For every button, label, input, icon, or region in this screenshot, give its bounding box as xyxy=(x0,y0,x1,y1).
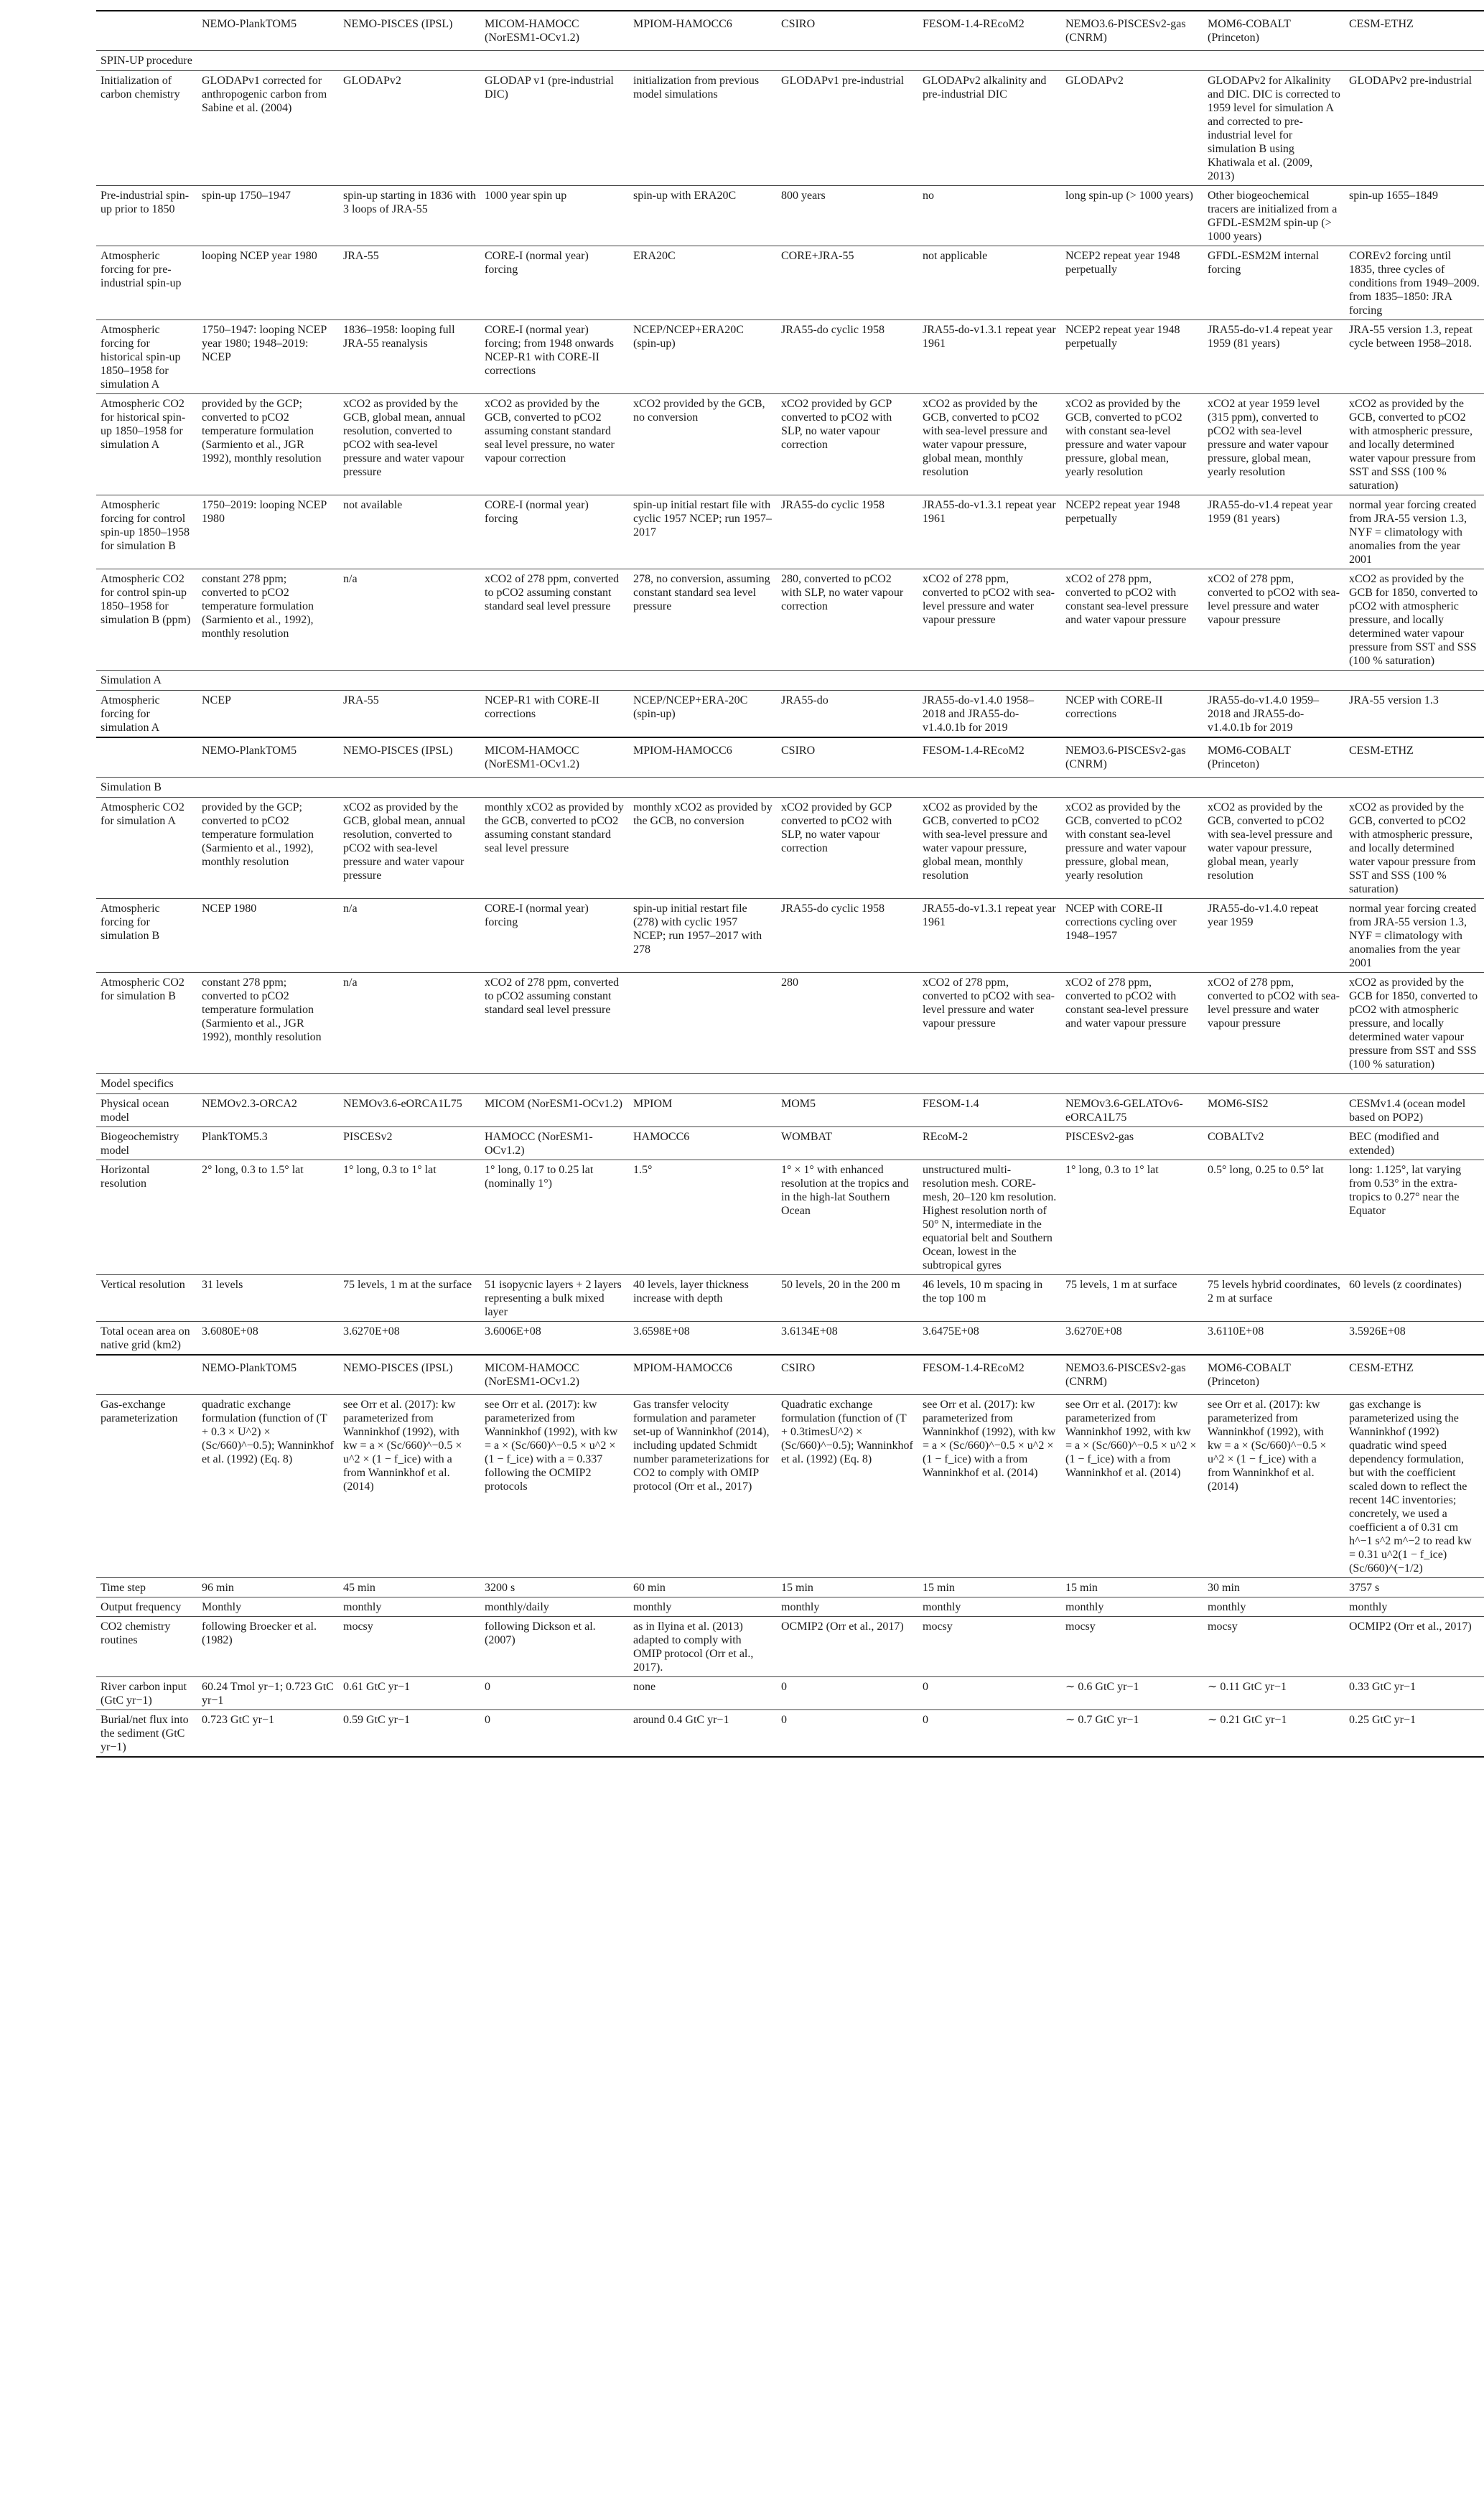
table-row xyxy=(96,1160,1484,1275)
table-row xyxy=(96,691,1484,738)
table-row xyxy=(96,1578,1484,1597)
row-label: Vertical resolution xyxy=(96,1275,197,1322)
table-cell: as in Ilyina et al. (2013) adapted to comply with OMIP protocol (Orr et al., 2017). xyxy=(629,1617,777,1677)
table-cell: 1° long, 0.3 to 1° lat xyxy=(1061,1160,1203,1275)
table-cell: HAMOCC6 xyxy=(629,1127,777,1160)
table-cell: 0 xyxy=(918,1710,1061,1758)
table-cell: MICOM (NorESM1-OCv1.2) xyxy=(480,1094,629,1127)
column-header: MPIOM-HAMOCC6 xyxy=(629,737,777,778)
table-row xyxy=(96,1275,1484,1322)
table-cell: provided by the GCP; converted to pCO2 temperature formulation (Sarmiento et al., 1992), monthly resolution xyxy=(197,798,339,899)
table-cell: 30 min xyxy=(1203,1578,1345,1597)
ocean-model-table xyxy=(96,10,1484,1758)
table-cell: NCEP with CORE-II corrections cycling over 1948–1957 xyxy=(1061,899,1203,973)
column-header: MPIOM-HAMOCC6 xyxy=(629,1355,777,1395)
row-label: Output frequency xyxy=(96,1597,197,1617)
table-cell: NCEP/NCEP+ERA20C (spin-up) xyxy=(629,320,777,394)
table-cell: 280, converted to pCO2 with SLP, no water vapour correction xyxy=(777,569,918,671)
table-cell: 40 levels, layer thickness increase with depth xyxy=(629,1275,777,1322)
table-cell: 60.24 Tmol yr−1; 0.723 GtC yr−1 xyxy=(197,1677,339,1710)
table-cell: 3.6134E+08 xyxy=(777,1322,918,1356)
table-cell: FESOM-1.4 xyxy=(918,1094,1061,1127)
table-cell: monthly xCO2 as provided by the GCB, converted to pCO2 assuming constant standard seal level pressure xyxy=(480,798,629,899)
column-header: MICOM-HAMOCC (NorESM1-OCv1.2) xyxy=(480,1355,629,1395)
table-cell: none xyxy=(629,1677,777,1710)
table-cell: spin-up 1655–1849 xyxy=(1345,186,1484,246)
table-cell: NCEP/NCEP+ERA-20C (spin-up) xyxy=(629,691,777,738)
table-cell: mocsy xyxy=(1203,1617,1345,1677)
model-specification-table-page xyxy=(96,10,1484,1758)
row-label: Biogeochemistry model xyxy=(96,1127,197,1160)
table-cell: 51 isopycnic layers + 2 layers representing a bulk mixed layer xyxy=(480,1275,629,1322)
column-header: NEMO-PlankTOM5 xyxy=(197,11,339,51)
table-cell: NCEP2 repeat year 1948 perpetually xyxy=(1061,320,1203,394)
table-cell: xCO2 as provided by the GCB, converted to pCO2 with atmospheric pressure, and locally determined water vapour pressure from SST and SSS (100 % saturation) xyxy=(1345,798,1484,899)
table-cell: 3.5926E+08 xyxy=(1345,1322,1484,1356)
table-cell: CORE-I (normal year) forcing xyxy=(480,246,629,320)
column-header xyxy=(96,11,197,51)
table-cell: see Orr et al. (2017): kw parameterized from Wanninkhof 1992, with kw = a × (Sc/660)^−0.5 × u^2 × (1 − f_ice) with a from Wanninkhof et al. (2014) xyxy=(1061,1395,1203,1578)
table-cell: 15 min xyxy=(777,1578,918,1597)
table-cell: 46 levels, 10 m spacing in the top 100 m xyxy=(918,1275,1061,1322)
column-header: NEMO-PISCES (IPSL) xyxy=(339,11,480,51)
row-label: Atmospheric CO2 for historical spin-up 1850–1958 for simulation A xyxy=(96,394,197,495)
table-cell: 2° long, 0.3 to 1.5° lat xyxy=(197,1160,339,1275)
table-cell: JRA-55 version 1.3 xyxy=(1345,691,1484,738)
table-cell: 280 xyxy=(777,973,918,1074)
column-header: CSIRO xyxy=(777,737,918,778)
column-header: NEMO-PlankTOM5 xyxy=(197,1355,339,1395)
table-cell: 3.6475E+08 xyxy=(918,1322,1061,1356)
table-cell: n/a xyxy=(339,899,480,973)
column-header: MOM6-COBALT (Princeton) xyxy=(1203,1355,1345,1395)
column-header: MOM6-COBALT (Princeton) xyxy=(1203,11,1345,51)
table-cell: GLODAPv1 pre-industrial xyxy=(777,71,918,186)
table-cell: 3.6080E+08 xyxy=(197,1322,339,1356)
table-cell: xCO2 as provided by the GCB, converted to pCO2 with sea-level pressure and water vapour pressure, global mean, monthly resolution xyxy=(918,798,1061,899)
table-cell: MPIOM xyxy=(629,1094,777,1127)
table-cell: 45 min xyxy=(339,1578,480,1597)
table-cell: GLODAPv2 alkalinity and pre-industrial DIC xyxy=(918,71,1061,186)
table-cell: BEC (modified and extended) xyxy=(1345,1127,1484,1160)
table-cell: JRA55-do-v1.4.0 1958–2018 and JRA55-do-v1.4.0.1b for 2019 xyxy=(918,691,1061,738)
section-header-row xyxy=(96,778,1484,798)
table-cell: 0 xyxy=(777,1710,918,1758)
row-label: CO2 chemistry routines xyxy=(96,1617,197,1677)
table-cell: spin-up 1750–1947 xyxy=(197,186,339,246)
table-cell: 3200 s xyxy=(480,1578,629,1597)
table-cell: 0.25 GtC yr−1 xyxy=(1345,1710,1484,1758)
table-cell: long: 1.125°, lat varying from 0.53° in the extra-tropics to 0.27° near the Equator xyxy=(1345,1160,1484,1275)
section-title: Model specifics xyxy=(96,1074,1484,1094)
table-cell: 278, no conversion, assuming constant standard sea level pressure xyxy=(629,569,777,671)
table-row xyxy=(96,798,1484,899)
table-cell: see Orr et al. (2017): kw parameterized from Wanninkhof (1992), with kw = a × (Sc/660)^−0.5 × u^2 × (1 − f_ice) with a from Wanninkhof et al. (2014) xyxy=(918,1395,1061,1578)
table-cell: monthly xyxy=(629,1597,777,1617)
section-title: Simulation B xyxy=(96,778,1484,798)
table-cell: mocsy xyxy=(339,1617,480,1677)
column-header-row xyxy=(96,1355,1484,1395)
table-cell: mocsy xyxy=(918,1617,1061,1677)
table-cell: 800 years xyxy=(777,186,918,246)
table-cell: GLODAPv2 xyxy=(1061,71,1203,186)
table-cell: 1750–2019: looping NCEP 1980 xyxy=(197,495,339,569)
table-cell: monthly xCO2 as provided by the GCB, no conversion xyxy=(629,798,777,899)
table-cell: CORE+JRA-55 xyxy=(777,246,918,320)
column-header: MICOM-HAMOCC (NorESM1-OCv1.2) xyxy=(480,11,629,51)
table-cell: monthly xyxy=(777,1597,918,1617)
table-cell: MOM5 xyxy=(777,1094,918,1127)
table-row xyxy=(96,394,1484,495)
section-title: SPIN-UP procedure xyxy=(96,51,1484,71)
table-cell: 0 xyxy=(480,1710,629,1758)
column-header: MPIOM-HAMOCC6 xyxy=(629,11,777,51)
table-cell: no xyxy=(918,186,1061,246)
table-cell: WOMBAT xyxy=(777,1127,918,1160)
table-cell: n/a xyxy=(339,569,480,671)
table-row xyxy=(96,1710,1484,1758)
table-cell: NCEP with CORE-II corrections xyxy=(1061,691,1203,738)
table-cell: JRA55-do-v1.4 repeat year 1959 (81 years) xyxy=(1203,320,1345,394)
table-cell: xCO2 as provided by the GCB, converted to pCO2 with constant sea-level pressure and water vapour pressure, global mean, yearly resolution xyxy=(1061,798,1203,899)
column-header-row xyxy=(96,737,1484,778)
row-label: Atmospheric CO2 for simulation A xyxy=(96,798,197,899)
row-label: Pre-industrial spin-up prior to 1850 xyxy=(96,186,197,246)
table-cell: ∼ 0.21 GtC yr−1 xyxy=(1203,1710,1345,1758)
table-cell: JRA-55 version 1.3, repeat cycle between 1958–2018. xyxy=(1345,320,1484,394)
table-row xyxy=(96,246,1484,320)
column-header: NEMO3.6-PISCESv2-gas (CNRM) xyxy=(1061,11,1203,51)
table-cell: NCEP xyxy=(197,691,339,738)
table-cell: JRA55-do cyclic 1958 xyxy=(777,320,918,394)
table-cell: 1° long, 0.3 to 1° lat xyxy=(339,1160,480,1275)
table-cell: 0 xyxy=(777,1677,918,1710)
table-cell: 60 levels (z coordinates) xyxy=(1345,1275,1484,1322)
table-cell: CORE-I (normal year) forcing; from 1948 onwards NCEP-R1 with CORE-II corrections xyxy=(480,320,629,394)
column-header: MOM6-COBALT (Princeton) xyxy=(1203,737,1345,778)
column-header xyxy=(96,737,197,778)
table-cell: 1750–1947: looping NCEP year 1980; 1948–2019: NCEP xyxy=(197,320,339,394)
table-cell: see Orr et al. (2017): kw parameterized from Wanninkhof (1992), with kw = a × (Sc/660)^−0.5 × u^2 × (1 − f_ice) with a from Wanninkhof et al. (2014) xyxy=(1203,1395,1345,1578)
row-label: Horizontal resolution xyxy=(96,1160,197,1275)
table-cell: 3.6270E+08 xyxy=(339,1322,480,1356)
table-cell: 75 levels, 1 m at surface xyxy=(1061,1275,1203,1322)
table-cell: JRA55-do-v1.3.1 repeat year 1961 xyxy=(918,899,1061,973)
table-cell: 3.6110E+08 xyxy=(1203,1322,1345,1356)
table-cell: GLODAPv2 for Alkalinity and DIC. DIC is corrected to 1959 level for simulation A and corrected to pre-industrial level for simulation B using Khatiwala et al. (2009, 2013) xyxy=(1203,71,1345,186)
table-cell: monthly xyxy=(918,1597,1061,1617)
row-label: Atmospheric CO2 for control spin-up 1850–1958 for simulation B (ppm) xyxy=(96,569,197,671)
table-cell xyxy=(629,973,777,1074)
table-cell: Quadratic exchange formulation (function of (T + 0.3timesU^2) × (Sc/660)^−0.5); Wanninkhof et al. (1992) (Eq. 8) xyxy=(777,1395,918,1578)
table-cell: 0.723 GtC yr−1 xyxy=(197,1710,339,1758)
section-title: Simulation A xyxy=(96,671,1484,691)
table-row xyxy=(96,1617,1484,1677)
table-cell: NCEP2 repeat year 1948 perpetually xyxy=(1061,495,1203,569)
table-cell: initialization from previous model simulations xyxy=(629,71,777,186)
table-cell: 0.33 GtC yr−1 xyxy=(1345,1677,1484,1710)
table-cell: Gas transfer velocity formulation and parameter set-up of Wanninkhof (2014), including updated Schmidt number parameterizations for CO2 to comply with OMIP protocol (Orr et al., 2017) xyxy=(629,1395,777,1578)
table-cell: xCO2 as provided by the GCB, global mean, annual resolution, converted to pCO2 with sea-level pressure and water vapour pressure xyxy=(339,394,480,495)
table-cell: xCO2 provided by GCP converted to pCO2 with SLP, no water vapour correction xyxy=(777,798,918,899)
table-cell: n/a xyxy=(339,973,480,1074)
table-cell: JRA55-do-v1.4 repeat year 1959 (81 years) xyxy=(1203,495,1345,569)
table-row xyxy=(96,1094,1484,1127)
table-cell: 0 xyxy=(480,1677,629,1710)
table-cell: ∼ 0.11 GtC yr−1 xyxy=(1203,1677,1345,1710)
row-label: Atmospheric forcing for simulation B xyxy=(96,899,197,973)
table-cell: monthly xyxy=(1061,1597,1203,1617)
table-cell: NEMOv3.6-GELATOv6-eORCA1L75 xyxy=(1061,1094,1203,1127)
table-cell: constant 278 ppm; converted to pCO2 temperature formulation (Sarmiento et al., JGR 1992), monthly resolution xyxy=(197,973,339,1074)
table-cell: ∼ 0.6 GtC yr−1 xyxy=(1061,1677,1203,1710)
column-header: CESM-ETHZ xyxy=(1345,737,1484,778)
table-cell: 0.61 GtC yr−1 xyxy=(339,1677,480,1710)
section-header-row xyxy=(96,1074,1484,1094)
table-cell: normal year forcing created from JRA-55 version 1.3, NYF = climatology with anomalies from the year 2001 xyxy=(1345,495,1484,569)
table-row xyxy=(96,1677,1484,1710)
table-cell: xCO2 of 278 ppm, converted to pCO2 with constant sea-level pressure and water vapour pressure xyxy=(1061,569,1203,671)
table-cell: 1000 year spin up xyxy=(480,186,629,246)
table-cell: gas exchange is parameterized using the Wanninkhof (1992) quadratic wind speed dependency formulation, but with the coefficient scaled down to reflect the recent 14C inventories; concretely, we used a coefficient a of 0.31 cm h^−1 s^2 m^−2 to read kw = 0.31 u^2(1 − f_ice)(Sc/660)^(−1/2) xyxy=(1345,1395,1484,1578)
table-cell: CESMv1.4 (ocean model based on POP2) xyxy=(1345,1094,1484,1127)
table-cell: mocsy xyxy=(1061,1617,1203,1677)
table-cell: NEMOv2.3-ORCA2 xyxy=(197,1094,339,1127)
column-header: CSIRO xyxy=(777,11,918,51)
table-cell: 75 levels, 1 m at the surface xyxy=(339,1275,480,1322)
row-label: Atmospheric CO2 for simulation B xyxy=(96,973,197,1074)
table-row xyxy=(96,320,1484,394)
table-cell: looping NCEP year 1980 xyxy=(197,246,339,320)
table-row xyxy=(96,1597,1484,1617)
column-header-row xyxy=(96,11,1484,51)
table-row xyxy=(96,186,1484,246)
table-cell: Other biogeochemical tracers are initialized from a GFDL-ESM2M spin-up (> 1000 years) xyxy=(1203,186,1345,246)
table-cell: JRA55-do-v1.4.0 repeat year 1959 xyxy=(1203,899,1345,973)
column-header: FESOM-1.4-REcoM2 xyxy=(918,11,1061,51)
row-label: Atmospheric forcing for historical spin-up 1850–1958 for simulation A xyxy=(96,320,197,394)
row-label: Total ocean area on native grid (km2) xyxy=(96,1322,197,1356)
column-header: CESM-ETHZ xyxy=(1345,1355,1484,1395)
section-header-row xyxy=(96,51,1484,71)
table-cell: 3757 s xyxy=(1345,1578,1484,1597)
table-cell: xCO2 as provided by the GCB, converted to pCO2 with constant sea-level pressure and water vapour pressure, global mean, yearly resolution xyxy=(1061,394,1203,495)
table-cell: xCO2 as provided by the GCB for 1850, converted to pCO2 with atmospheric pressure, and locally determined water vapour pressure from SST and SSS (100 % saturation) xyxy=(1345,569,1484,671)
table-row xyxy=(96,495,1484,569)
table-cell: JRA55-do-v1.3.1 repeat year 1961 xyxy=(918,495,1061,569)
table-cell: OCMIP2 (Orr et al., 2017) xyxy=(1345,1617,1484,1677)
table-cell: spin-up starting in 1836 with 3 loops of JRA-55 xyxy=(339,186,480,246)
row-label: River carbon input (GtC yr−1) xyxy=(96,1677,197,1710)
table-row xyxy=(96,1127,1484,1160)
table-row xyxy=(96,569,1484,671)
table-cell: 0.5° long, 0.25 to 0.5° lat xyxy=(1203,1160,1345,1275)
row-label: Physical ocean model xyxy=(96,1094,197,1127)
table-cell: NCEP2 repeat year 1948 perpetually xyxy=(1061,246,1203,320)
table-cell: 3.6006E+08 xyxy=(480,1322,629,1356)
table-cell: REcoM-2 xyxy=(918,1127,1061,1160)
table-cell: xCO2 as provided by the GCB, converted to pCO2 assuming constant standard seal level pressure, no water vapour correction xyxy=(480,394,629,495)
column-header: NEMO-PISCES (IPSL) xyxy=(339,737,480,778)
table-cell: NCEP 1980 xyxy=(197,899,339,973)
table-cell: 60 min xyxy=(629,1578,777,1597)
table-cell: 75 levels hybrid coordinates, 2 m at surface xyxy=(1203,1275,1345,1322)
table-cell: GLODAPv2 xyxy=(339,71,480,186)
table-cell: GLODAP v1 (pre-industrial DIC) xyxy=(480,71,629,186)
table-cell: 50 levels, 20 in the 200 m xyxy=(777,1275,918,1322)
table-cell: following Dickson et al. (2007) xyxy=(480,1617,629,1677)
table-cell: JRA55-do cyclic 1958 xyxy=(777,495,918,569)
table-cell: xCO2 at year 1959 level (315 ppm), converted to pCO2 with sea-level pressure and water vapour pressure, global mean, yearly resolution xyxy=(1203,394,1345,495)
table-cell: 15 min xyxy=(918,1578,1061,1597)
table-cell: PlankTOM5.3 xyxy=(197,1127,339,1160)
table-cell: monthly xyxy=(1203,1597,1345,1617)
table-cell: PISCESv2-gas xyxy=(1061,1127,1203,1160)
row-label: Atmospheric forcing for simulation A xyxy=(96,691,197,738)
table-cell: xCO2 as provided by the GCB, global mean, annual resolution, converted to pCO2 with sea-level pressure and water vapour pressure xyxy=(339,798,480,899)
column-header: CSIRO xyxy=(777,1355,918,1395)
row-label: Time step xyxy=(96,1578,197,1597)
table-cell: xCO2 as provided by the GCB, converted to pCO2 with sea-level pressure and water vapour pressure, global mean, monthly resolution xyxy=(918,394,1061,495)
row-label: Gas-exchange parameterization xyxy=(96,1395,197,1578)
table-cell: OCMIP2 (Orr et al., 2017) xyxy=(777,1617,918,1677)
row-label: Initialization of carbon chemistry xyxy=(96,71,197,186)
table-cell: 3.6270E+08 xyxy=(1061,1322,1203,1356)
table-cell: JRA-55 xyxy=(339,691,480,738)
table-cell: xCO2 of 278 ppm, converted to pCO2 with sea-level pressure and water vapour pressure xyxy=(918,973,1061,1074)
table-row xyxy=(96,1322,1484,1356)
table-cell: NEMOv3.6-eORCA1L75 xyxy=(339,1094,480,1127)
table-cell: around 0.4 GtC yr−1 xyxy=(629,1710,777,1758)
table-cell: quadratic exchange formulation (function of (T + 0.3 × U^2) × (Sc/660)^−0.5); Wanninkhof et al. (1992) (Eq. 8) xyxy=(197,1395,339,1578)
table-cell: NCEP-R1 with CORE-II corrections xyxy=(480,691,629,738)
row-label: Burial/net flux into the sediment (GtC yr−1) xyxy=(96,1710,197,1758)
table-cell: JRA55-do xyxy=(777,691,918,738)
table-cell: MOM6-SIS2 xyxy=(1203,1094,1345,1127)
table-cell: 15 min xyxy=(1061,1578,1203,1597)
column-header: NEMO-PISCES (IPSL) xyxy=(339,1355,480,1395)
table-cell: COREv2 forcing until 1835, three cycles of conditions from 1949–2009. from 1835–1850: JRA forcing xyxy=(1345,246,1484,320)
table-cell: xCO2 of 278 ppm, converted to pCO2 with sea-level pressure and water vapour pressure xyxy=(1203,569,1345,671)
table-cell: Monthly xyxy=(197,1597,339,1617)
table-cell: xCO2 as provided by the GCB, converted to pCO2 with sea-level pressure and water vapour pressure, global mean, yearly resolution xyxy=(1203,798,1345,899)
table-cell: 96 min xyxy=(197,1578,339,1597)
table-cell: monthly xyxy=(1345,1597,1484,1617)
table-cell: not available xyxy=(339,495,480,569)
table-cell: GLODAPv2 pre-industrial xyxy=(1345,71,1484,186)
section-header-row xyxy=(96,671,1484,691)
column-header: NEMO-PlankTOM5 xyxy=(197,737,339,778)
table-cell: unstructured multi-resolution mesh. CORE-mesh, 20–120 km resolution. Highest resolution north of 50° N, intermediate in the equatorial belt and Southern Ocean, lowest in the subtropical gyres xyxy=(918,1160,1061,1275)
table-cell: GFDL-ESM2M internal forcing xyxy=(1203,246,1345,320)
table-cell: spin-up with ERA20C xyxy=(629,186,777,246)
column-header: MICOM-HAMOCC (NorESM1-OCv1.2) xyxy=(480,737,629,778)
column-header: FESOM-1.4-REcoM2 xyxy=(918,1355,1061,1395)
column-header: NEMO3.6-PISCESv2-gas (CNRM) xyxy=(1061,737,1203,778)
table-cell: JRA55-do-v1.3.1 repeat year 1961 xyxy=(918,320,1061,394)
table-row xyxy=(96,899,1484,973)
column-header: FESOM-1.4-REcoM2 xyxy=(918,737,1061,778)
table-row xyxy=(96,71,1484,186)
table-cell: 3.6598E+08 xyxy=(629,1322,777,1356)
table-cell: xCO2 as provided by the GCB for 1850, converted to pCO2 with atmospheric pressure, and locally determined water vapour pressure from SST and SSS (100 % saturation) xyxy=(1345,973,1484,1074)
table-cell: following Broecker et al. (1982) xyxy=(197,1617,339,1677)
table-cell: PISCESv2 xyxy=(339,1127,480,1160)
table-cell: COBALTv2 xyxy=(1203,1127,1345,1160)
table-cell: spin-up initial restart file with cyclic 1957 NCEP; run 1957–2017 xyxy=(629,495,777,569)
row-label: Atmospheric forcing for pre-industrial spin-up xyxy=(96,246,197,320)
table-cell: xCO2 of 278 ppm, converted to pCO2 with constant sea-level pressure and water vapour pressure xyxy=(1061,973,1203,1074)
table-cell: 31 levels xyxy=(197,1275,339,1322)
table-cell: xCO2 provided by the GCB, no conversion xyxy=(629,394,777,495)
table-cell: xCO2 of 278 ppm, converted to pCO2 with sea-level pressure and water vapour pressure xyxy=(918,569,1061,671)
table-cell: xCO2 of 278 ppm, converted to pCO2 with sea-level pressure and water vapour pressure xyxy=(1203,973,1345,1074)
table-cell: 1836–1958: looping full JRA-55 reanalysis xyxy=(339,320,480,394)
table-cell: provided by the GCP; converted to pCO2 temperature formulation (Sarmiento et al., JGR 1992), monthly resolution xyxy=(197,394,339,495)
table-cell: spin-up initial restart file (278) with cyclic 1957 NCEP; run 1957–2017 with 278 xyxy=(629,899,777,973)
table-cell: not applicable xyxy=(918,246,1061,320)
table-cell: xCO2 of 278 ppm, converted to pCO2 assuming constant standard seal level pressure xyxy=(480,569,629,671)
table-cell: HAMOCC (NorESM1-OCv1.2) xyxy=(480,1127,629,1160)
column-header: CESM-ETHZ xyxy=(1345,11,1484,51)
table-cell: see Orr et al. (2017): kw parameterized from Wanninkhof (1992), with kw = a × (Sc/660)^−0.5 × u^2 × (1 − f_ice) with a = 0.337 following the OCMIP2 protocols xyxy=(480,1395,629,1578)
table-cell: see Orr et al. (2017): kw parameterized from Wanninkhof (1992), with kw = a × (Sc/660)^−0.5 × u^2 × (1 − f_ice) with a from Wanninkhof et al. (2014) xyxy=(339,1395,480,1578)
table-cell: 1° × 1° with enhanced resolution at the tropics and in the high-lat Southern Ocean xyxy=(777,1160,918,1275)
table-cell: JRA55-do cyclic 1958 xyxy=(777,899,918,973)
table-cell: 0.59 GtC yr−1 xyxy=(339,1710,480,1758)
table-row xyxy=(96,973,1484,1074)
table-cell: CORE-I (normal year) forcing xyxy=(480,495,629,569)
table-cell: constant 278 ppm; converted to pCO2 temperature formulation (Sarmiento et al., 1992), monthly resolution xyxy=(197,569,339,671)
table-cell: xCO2 provided by GCP converted to pCO2 with SLP, no water vapour correction xyxy=(777,394,918,495)
table-cell: CORE-I (normal year) forcing xyxy=(480,899,629,973)
table-cell: GLODAPv1 corrected for anthropogenic carbon from Sabine et al. (2004) xyxy=(197,71,339,186)
table-cell: 0 xyxy=(918,1677,1061,1710)
table-cell: xCO2 as provided by the GCB, converted to pCO2 with atmospheric pressure, and locally determined water vapour pressure from SST and SSS (100 % saturation) xyxy=(1345,394,1484,495)
table-cell: JRA55-do-v1.4.0 1959–2018 and JRA55-do-v1.4.0.1b for 2019 xyxy=(1203,691,1345,738)
table-cell: normal year forcing created from JRA-55 version 1.3, NYF = climatology with anomalies from the year 2001 xyxy=(1345,899,1484,973)
table-cell: ∼ 0.7 GtC yr−1 xyxy=(1061,1710,1203,1758)
table-cell: 1° long, 0.17 to 0.25 lat (nominally 1°) xyxy=(480,1160,629,1275)
column-header xyxy=(96,1355,197,1395)
table-cell: monthly xyxy=(339,1597,480,1617)
table-cell: xCO2 of 278 ppm, converted to pCO2 assuming constant standard seal level pressure xyxy=(480,973,629,1074)
table-cell: ERA20C xyxy=(629,246,777,320)
table-row xyxy=(96,1395,1484,1578)
table-cell: JRA-55 xyxy=(339,246,480,320)
table-cell: monthly/daily xyxy=(480,1597,629,1617)
row-label: Atmospheric forcing for control spin-up 1850–1958 for simulation B xyxy=(96,495,197,569)
column-header: NEMO3.6-PISCESv2-gas (CNRM) xyxy=(1061,1355,1203,1395)
table-cell: long spin-up (> 1000 years) xyxy=(1061,186,1203,246)
table-cell: 1.5° xyxy=(629,1160,777,1275)
